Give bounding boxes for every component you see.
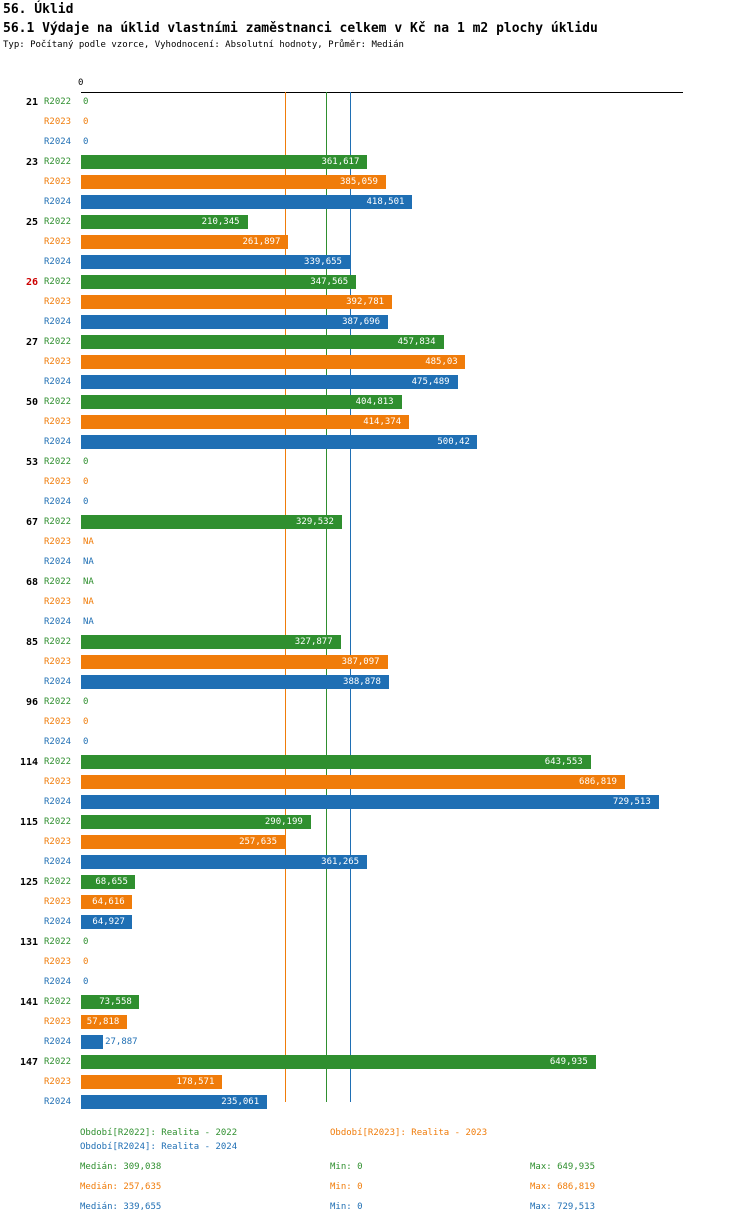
series-label-r2023: R2023 <box>44 357 72 367</box>
bar-value-label: 475,489 <box>411 377 450 387</box>
bar-value-label: 0 <box>83 937 89 947</box>
series-label-r2023: R2023 <box>44 477 72 487</box>
group-label: 96 <box>25 697 38 708</box>
series-label-r2022: R2022 <box>44 877 72 887</box>
series-label-r2023: R2023 <box>44 297 72 307</box>
bar-value-label: 387,696 <box>342 317 381 327</box>
bar-value-label: 729,513 <box>612 797 651 807</box>
bar-value-label: 64,616 <box>92 897 125 907</box>
series-label-r2024: R2024 <box>44 1097 72 1107</box>
series-label-r2022: R2022 <box>44 577 72 587</box>
bar-value-label: 64,927 <box>92 917 125 927</box>
legend-min-0: Min: 0 <box>330 1162 363 1172</box>
bar-value-label: 0 <box>83 717 89 727</box>
bar-value-label: 649,935 <box>549 1057 588 1067</box>
bar-value-label: 0 <box>83 97 89 107</box>
bar-value-label: 0 <box>83 737 89 747</box>
series-label-r2024: R2024 <box>44 557 72 567</box>
bar-value-label: 643,553 <box>544 757 583 767</box>
series-label-r2024: R2024 <box>44 377 72 387</box>
chart-legend <box>0 1122 750 1232</box>
bar-value-label: 73,558 <box>99 997 132 1007</box>
series-label-r2023: R2023 <box>44 777 72 787</box>
legend-item-r2022: Období[R2022]: Realita - 2022 <box>80 1128 238 1138</box>
legend-median-2: Medián: 339,655 <box>80 1202 162 1212</box>
bar-value-label: 500,42 <box>437 437 470 447</box>
series-label-r2024: R2024 <box>44 257 72 267</box>
bar[interactable] <box>81 775 625 789</box>
bar-value-label: 388,878 <box>343 677 381 687</box>
group-label: 53 <box>25 457 38 468</box>
series-label-r2022: R2022 <box>44 337 72 347</box>
bar-value-label: 0 <box>83 957 89 967</box>
x-axis <box>81 92 683 93</box>
series-label-r2024: R2024 <box>44 917 72 927</box>
series-label-r2024: R2024 <box>44 617 72 627</box>
series-label-r2022: R2022 <box>44 397 72 407</box>
bar-value-label: 361,265 <box>321 857 360 867</box>
bar-value-label: 404,813 <box>355 397 394 407</box>
group-label: 50 <box>25 397 38 408</box>
series-label-r2023: R2023 <box>44 1017 72 1027</box>
group-label: 68 <box>25 577 38 588</box>
bar-value-label: 0 <box>83 697 89 707</box>
bar[interactable] <box>81 335 444 349</box>
bar-value-label: 235,061 <box>221 1097 260 1107</box>
bar-value-label: 0 <box>83 457 89 467</box>
bar-value-label: 385,059 <box>340 177 378 187</box>
series-label-r2022: R2022 <box>44 757 72 767</box>
bar-value-label: 418,501 <box>366 197 405 207</box>
bar-value-label: 210,345 <box>201 217 240 227</box>
bar-value-label: 387,097 <box>341 657 380 667</box>
series-label-r2024: R2024 <box>44 857 72 867</box>
series-label-r2022: R2022 <box>44 217 72 227</box>
series-label-r2022: R2022 <box>44 1057 72 1067</box>
bar-value-label: NA <box>83 557 94 567</box>
series-label-r2023: R2023 <box>44 717 72 727</box>
legend-min-1: Min: 0 <box>330 1182 363 1192</box>
bar-value-label: NA <box>83 597 94 607</box>
series-label-r2023: R2023 <box>44 657 72 667</box>
series-label-r2022: R2022 <box>44 157 72 167</box>
group-label: 26 <box>25 277 38 288</box>
bar[interactable] <box>81 1055 596 1069</box>
series-label-r2024: R2024 <box>44 437 72 447</box>
series-label-r2023: R2023 <box>44 597 72 607</box>
bar-value-label: 686,819 <box>579 777 617 787</box>
legend-median-1: Medián: 257,635 <box>80 1182 162 1192</box>
bar-value-label: 327,877 <box>294 637 333 647</box>
median-line-r2024 <box>350 92 351 1102</box>
bar[interactable] <box>81 795 659 809</box>
series-label-r2024: R2024 <box>44 737 72 747</box>
series-label-r2024: R2024 <box>44 797 72 807</box>
series-label-r2022: R2022 <box>44 937 72 947</box>
bar[interactable] <box>81 195 412 209</box>
series-label-r2024: R2024 <box>44 497 72 507</box>
series-label-r2024: R2024 <box>44 197 72 207</box>
bar-value-label: 0 <box>83 117 89 127</box>
bar[interactable] <box>81 375 458 389</box>
series-label-r2024: R2024 <box>44 137 72 147</box>
group-label: 125 <box>19 877 38 888</box>
series-label-r2023: R2023 <box>44 417 72 427</box>
x-axis-tick-zero: 0 <box>78 78 84 88</box>
bar-value-label: 414,374 <box>363 417 402 427</box>
group-label: 21 <box>25 97 38 108</box>
bar-value-label: 290,199 <box>264 817 303 827</box>
chart-title: 56.1 Výdaje na úklid vlastními zaměstnanci celkem v Kč na 1 m2 plochy úklidu <box>3 21 598 36</box>
legend-item-r2024: Období[R2024]: Realita - 2024 <box>80 1142 238 1152</box>
legend-min-2: Min: 0 <box>330 1202 363 1212</box>
series-label-r2023: R2023 <box>44 237 72 247</box>
group-label: 67 <box>25 517 38 528</box>
series-label-r2023: R2023 <box>44 177 72 187</box>
median-line-r2022 <box>326 92 327 1102</box>
bar-value-label: 0 <box>83 137 89 147</box>
bar-value-label: 0 <box>83 497 89 507</box>
legend-item-r2023: Období[R2023]: Realita - 2023 <box>330 1128 488 1138</box>
bar-value-label: 347,565 <box>310 277 349 287</box>
bar-value-label: 361,617 <box>321 157 360 167</box>
bar-value-label: 261,897 <box>242 237 281 247</box>
bar-value-label: 0 <box>83 977 89 987</box>
series-label-r2022: R2022 <box>44 997 72 1007</box>
group-label: 85 <box>25 637 38 648</box>
group-label: 141 <box>19 997 38 1008</box>
bar-value-label: NA <box>83 537 94 547</box>
group-label: 115 <box>19 817 38 828</box>
group-label: 23 <box>25 157 38 168</box>
legend-max-1: Max: 686,819 <box>530 1182 596 1192</box>
bar-value-label: 257,635 <box>239 837 277 847</box>
series-label-r2022: R2022 <box>44 517 72 527</box>
series-label-r2023: R2023 <box>44 897 72 907</box>
series-label-r2023: R2023 <box>44 537 72 547</box>
series-label-r2024: R2024 <box>44 977 72 987</box>
bar-value-label: NA <box>83 577 94 587</box>
bar[interactable] <box>81 1035 103 1049</box>
bar[interactable] <box>81 395 402 409</box>
bar-value-label: 339,655 <box>304 257 342 267</box>
series-label-r2023: R2023 <box>44 957 72 967</box>
bar-value-label: 329,532 <box>296 517 334 527</box>
bar-value-label: 178,571 <box>176 1077 215 1087</box>
bar-value-label: 485,03 <box>425 357 458 367</box>
bar-value-label: 27,887 <box>105 1037 138 1047</box>
bar-value-label: NA <box>83 617 94 627</box>
series-label-r2022: R2022 <box>44 277 72 287</box>
group-label: 27 <box>25 337 38 348</box>
series-label-r2023: R2023 <box>44 1077 72 1087</box>
group-label: 147 <box>19 1057 38 1068</box>
bar-value-label: 457,834 <box>397 337 436 347</box>
chart-subtitle-note: Typ: Počítaný podle vzorce, Vyhodnocení: Absolutní hodnoty, Průměr: Medián <box>3 40 404 50</box>
bar-value-label: 68,655 <box>95 877 128 887</box>
series-label-r2022: R2022 <box>44 637 72 647</box>
bar[interactable] <box>81 435 477 449</box>
series-label-r2022: R2022 <box>44 817 72 827</box>
legend-max-2: Max: 729,513 <box>530 1202 596 1212</box>
legend-max-0: Max: 649,935 <box>530 1162 596 1172</box>
bar[interactable] <box>81 415 409 429</box>
series-label-r2022: R2022 <box>44 97 72 107</box>
series-label-r2023: R2023 <box>44 837 72 847</box>
series-label-r2024: R2024 <box>44 677 72 687</box>
series-label-r2022: R2022 <box>44 697 72 707</box>
bar[interactable] <box>81 355 465 369</box>
bar-value-label: 0 <box>83 477 89 487</box>
legend-median-0: Medián: 309,038 <box>80 1162 162 1172</box>
series-label-r2023: R2023 <box>44 117 72 127</box>
page-title: 56. Úklid <box>3 2 74 17</box>
group-label: 114 <box>19 757 38 768</box>
group-label: 25 <box>25 217 38 228</box>
bar[interactable] <box>81 755 591 769</box>
series-label-r2022: R2022 <box>44 457 72 467</box>
series-label-r2024: R2024 <box>44 1037 72 1047</box>
group-label: 131 <box>19 937 38 948</box>
bar-value-label: 392,781 <box>346 297 385 307</box>
series-label-r2024: R2024 <box>44 317 72 327</box>
bar-value-label: 57,818 <box>86 1017 120 1027</box>
plot-area <box>0 78 750 1113</box>
